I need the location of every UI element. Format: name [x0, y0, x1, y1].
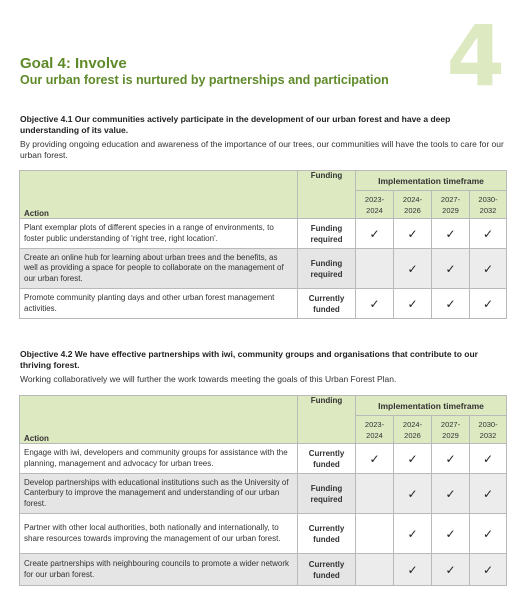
check-cell: [356, 514, 394, 554]
checkmark-icon: ✓: [482, 226, 494, 241]
year-header: 2024- 2026: [394, 191, 432, 219]
funding-cell: Currently funded: [298, 289, 356, 319]
checkmark-icon: ✓: [407, 451, 418, 466]
check-cell: [356, 219, 394, 249]
checkmark-icon: ✓: [482, 261, 494, 276]
check-cell: [432, 289, 470, 319]
objective-description: Working collaboratively we will further the work towards meeting the goals of this Urban Forest Plan.: [20, 374, 397, 384]
action-cell: Engage with iwi, developers and community groups for assistance with the planning, management and advocacy for urban trees.: [20, 444, 298, 474]
check-cell: [470, 289, 507, 319]
timeframe-header: Implementation timeframe: [356, 396, 507, 416]
checkmark-icon: ✓: [369, 296, 380, 311]
objective-4-2: [20, 349, 510, 385]
action-cell: Partner with other local authorities, both nationally and internationally, to share resources towards improving the management of our urban forest.: [20, 514, 298, 554]
objective-4-2-table: [19, 395, 507, 586]
funding-cell: Currently funded: [298, 514, 356, 554]
check-cell: [470, 514, 507, 554]
goal-number-graphic: 4: [446, 7, 505, 105]
objective-title: Objective 4.1 Our communities actively participate in the development of our urban forest and have a deep understanding of its value.: [20, 114, 451, 135]
check-cell: [394, 554, 432, 586]
year-header: 2027- 2029: [432, 191, 470, 219]
checkmark-icon: ✓: [482, 296, 494, 311]
checkmark-icon: ✓: [407, 261, 418, 276]
objective-4-1-table: [19, 170, 507, 319]
check-cell: [394, 444, 432, 474]
check-cell: [394, 249, 432, 289]
checkmark-icon: ✓: [445, 451, 456, 466]
action-cell: Promote community planting days and other urban forest management activities.: [20, 289, 298, 319]
check-cell: [432, 554, 470, 586]
year-header: 2030- 2032: [470, 416, 507, 444]
checkmark-icon: ✓: [445, 261, 456, 276]
action-cell: Develop partnerships with educational institutions such as the University of Canterbury to improve the management and understanding of our urban forest.: [20, 474, 298, 514]
goal-title: Goal 4: Involve: [20, 55, 127, 72]
checkmark-icon: ✓: [407, 486, 418, 501]
action-column-header: Action: [20, 171, 298, 219]
funding-cell: Currently funded: [298, 554, 356, 586]
check-cell: [356, 289, 394, 319]
check-cell: [470, 554, 507, 586]
check-cell: [394, 514, 432, 554]
action-cell: Plant exemplar plots of different species in a range of environments, to foster public understanding of 'right tree, right location'.: [20, 219, 298, 249]
check-cell: [432, 514, 470, 554]
table-row: [20, 289, 507, 319]
table-row: [20, 554, 507, 586]
funding-column-header: Funding: [298, 396, 356, 444]
checkmark-icon: ✓: [445, 486, 456, 501]
check-cell: [356, 444, 394, 474]
checkmark-icon: ✓: [445, 296, 456, 311]
year-header: 2023- 2024: [356, 416, 394, 444]
year-header: 2030- 2032: [470, 191, 507, 219]
check-cell: [432, 474, 470, 514]
checkmark-icon: ✓: [407, 296, 418, 311]
objective-description: By providing ongoing education and awareness of the importance of our trees, our communities will have the tools to care for our urban forest.: [20, 139, 504, 160]
year-header: 2024- 2026: [394, 416, 432, 444]
action-cell: Create partnerships with neighbouring councils to promote a wider network for our urban forest.: [20, 554, 298, 586]
checkmark-icon: ✓: [369, 226, 380, 241]
checkmark-icon: ✓: [482, 486, 494, 501]
check-cell: [356, 474, 394, 514]
table-row: [20, 219, 507, 249]
check-cell: [432, 249, 470, 289]
checkmark-icon: ✓: [482, 526, 494, 541]
checkmark-icon: ✓: [482, 562, 494, 577]
funding-cell: Funding required: [298, 474, 356, 514]
checkmark-icon: ✓: [445, 526, 456, 541]
check-cell: [470, 249, 507, 289]
timeframe-header: Implementation timeframe: [356, 171, 507, 191]
goal-subtitle: Our urban forest is nurtured by partnerships and participation: [20, 73, 389, 87]
table-row: [20, 249, 507, 289]
action-column-header: Action: [20, 396, 298, 444]
table-row: [20, 444, 507, 474]
checkmark-icon: ✓: [482, 451, 494, 466]
funding-cell: Funding required: [298, 249, 356, 289]
check-cell: [394, 289, 432, 319]
check-cell: [356, 249, 394, 289]
table-row: [20, 474, 507, 514]
objective-4-1: [20, 114, 510, 161]
funding-cell: Funding required: [298, 219, 356, 249]
check-cell: [432, 444, 470, 474]
check-cell: [356, 554, 394, 586]
year-header: 2023- 2024: [356, 191, 394, 219]
funding-cell: Currently funded: [298, 444, 356, 474]
checkmark-icon: ✓: [445, 226, 456, 241]
year-header: 2027- 2029: [432, 416, 470, 444]
action-cell: Create an online hub for learning about urban trees and the benefits, as well as providing a space for people to collaborate on the management of our urban forest.: [20, 249, 298, 289]
funding-column-header: Funding: [298, 171, 356, 219]
check-cell: [394, 474, 432, 514]
table-row: [20, 514, 507, 554]
check-cell: [470, 219, 507, 249]
checkmark-icon: ✓: [369, 451, 380, 466]
checkmark-icon: ✓: [407, 526, 418, 541]
checkmark-icon: ✓: [407, 226, 418, 241]
objective-title: Objective 4.2 We have effective partnerships with iwi, community groups and organisations that contribute to our thriving forest.: [20, 349, 478, 370]
check-cell: [470, 444, 507, 474]
checkmark-icon: ✓: [407, 562, 418, 577]
checkmark-icon: ✓: [445, 562, 456, 577]
check-cell: [432, 219, 470, 249]
check-cell: [470, 474, 507, 514]
check-cell: [394, 219, 432, 249]
